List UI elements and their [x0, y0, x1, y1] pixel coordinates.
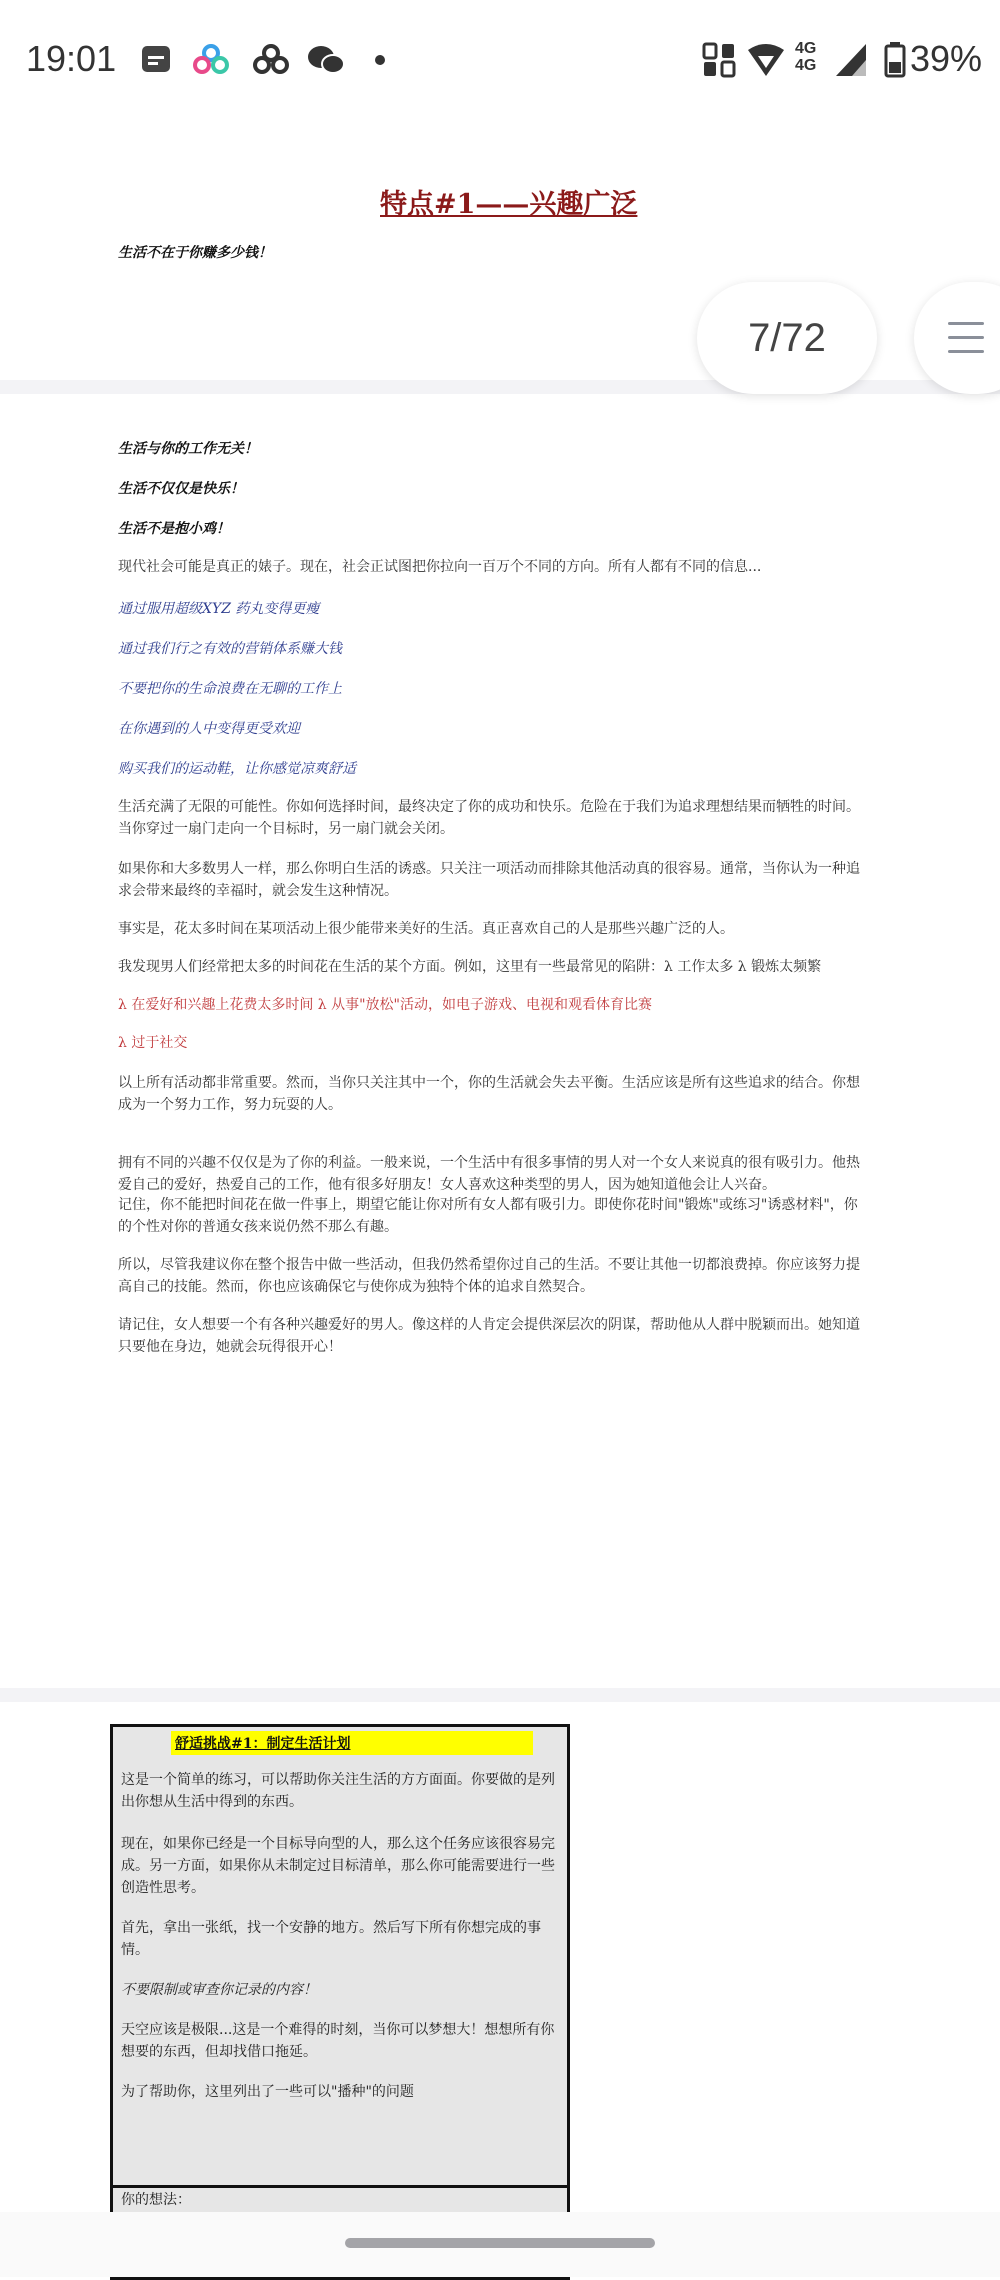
nfc-icon — [702, 42, 736, 78]
page-subtitle: 生活不在于你赚多少钱！ — [118, 245, 272, 261]
battery-icon — [884, 42, 906, 78]
pitfall-line-1: λ 在爱好和兴趣上花费太多时间 λ 从事"放松"活动，如电子游戏、电视和观看体育比赛 — [118, 997, 652, 1013]
challenge-text-5: 天空应该是极限...这是一个难得的时刻，当你可以梦想大！想想所有你想要的东西，但却找借口拖延。 — [121, 2022, 555, 2060]
battery-percentage: 39% — [910, 38, 983, 79]
challenge-text-4: 不要限制或审查你记录的内容！ — [121, 1982, 317, 1998]
paragraph-9: 请记住，女人想要一个有各种兴趣爱好的男人。像这样的人肯定会提供深层次的阴谋，帮助他从人群中脱颖而出。她知道只要他在身边，她就会玩得很开心！ — [118, 1317, 860, 1355]
page-separator-2 — [0, 1688, 1000, 1702]
paragraph-6: 拥有不同的兴趣不仅仅是为了你的利益。一般来说，一个生活中有很多事情的男人对一个女人来说真的很有吸引力。他热爱自己的爱好，热爱自己的工作，他有很多好朋友！女人喜欢这种类型的男人，因为她知道他会让人兴奋。 — [118, 1155, 860, 1193]
menu-icon-bar-2 — [948, 336, 984, 339]
challenge-text-6: 为了帮助你，这里列出了一些可以"播种"的问题 — [121, 2084, 414, 2100]
page-title — [380, 182, 637, 221]
paragraph-5: 以上所有活动都非常重要。然而，当你只关注其中一个，你的生活就会失去平衡。生活应该是所有这些追求的结合。你想成为一个努力工作，努力玩耍的人。 — [118, 1075, 860, 1113]
page-counter-button[interactable]: 7/72 — [697, 282, 877, 394]
italic-line-5: 购买我们的运动鞋，让你感觉凉爽舒适 — [118, 761, 356, 777]
paragraph-2: 如果你和大多数男人一样，那么你明白生活的诱惑。只关注一项活动而排除其他活动真的很容易。通常，当你认为一种追求会带来最终的幸福时，就会发生这种情况。 — [118, 861, 860, 899]
italic-line-1: 通过服用超级XYZ 药丸变得更瘦 — [118, 601, 320, 617]
cloud-app-icon — [192, 44, 230, 74]
wechat-icon — [306, 44, 346, 76]
challenge-text-2: 现在，如果你已经是一个目标导向型的人，那么这个任务应该很容易完成。另一方面，如果你从未制定过目标清单，那么你可能需要进行一些创造性思考。 — [121, 1836, 555, 1896]
intro-paragraph: 现代社会可能是真正的婊子。现在，社会正试图把你拉向一百万个不同的方向。所有人都有不同的信息... — [118, 559, 762, 575]
paragraph-4: 我发现男人们经常把太多的时间花在生活的某个方面。例如，这里有一些最常见的陷阱：λ 工作太多 λ 锻炼太频繁 — [118, 959, 822, 975]
italic-line-4: 在你遇到的人中变得更受欢迎 — [118, 721, 300, 737]
challenge-text-1: 这是一个简单的练习，可以帮助你关注生活的方方面面。你要做的是列出你想从生活中得到的东西。 — [121, 1772, 555, 1810]
paragraph-8: 所以，尽管我建议你在整个报告中做一些活动，但我仍然希望你过自己的生活。不要让其他一切都浪费掉。你应该努力提高自己的技能。然而，你也应该确保它与使你成为独特个体的追求自然契合。 — [118, 1257, 860, 1295]
bold-line-1: 生活与你的工作无关！ — [118, 441, 258, 457]
bold-line-2: 生活不仅仅是快乐！ — [118, 481, 244, 497]
thoughts-label: 你的想法： — [121, 2192, 191, 2208]
gesture-nav-handle[interactable] — [345, 2238, 655, 2248]
challenge-divider — [113, 2185, 567, 2188]
challenge-text-3: 首先，拿出一张纸，找一个安静的地方。然后写下所有你想完成的事情。 — [121, 1920, 541, 1958]
status-time: 19:01 — [26, 38, 117, 79]
challenge-title: 舒适挑战#1：制定生活计划 — [175, 1736, 351, 1752]
network-type — [795, 40, 816, 74]
italic-line-3: 不要把你的生命浪费在无聊的工作上 — [118, 681, 342, 697]
notification-dot-icon — [374, 54, 386, 66]
signal-icon — [834, 42, 868, 78]
menu-icon-bar-1 — [948, 322, 984, 325]
paragraph-1: 生活充满了无限的可能性。你如何选择时间，最终决定了你的成功和快乐。危险在于我们为追求理想结果而牺牲的时间。当你穿过一扇门走向一个目标时，另一扇门就会关闭。 — [118, 799, 860, 837]
network-type-1: 4G — [795, 40, 817, 57]
challenge-box — [110, 1724, 570, 2280]
paragraph-7: 记住，你不能把时间花在做一件事上，期望它能让你对所有女人都有吸引力。即使你花时间"锻炼"或练习"诱惑材料"，你的个性对你的普通女孩来说仍然不那么有趣。 — [118, 1197, 858, 1235]
network-type-2: 4G — [795, 57, 817, 74]
menu-icon-bar-3 — [948, 350, 984, 353]
page-title-text: 特点#1——兴趣广泛 — [380, 189, 638, 220]
italic-line-2: 通过我们行之有效的营销体系赚大钱 — [118, 641, 342, 657]
paragraph-3: 事实是，花太多时间在某项活动上很少能带来美好的生活。真正喜欢自己的人是那些兴趣广泛的人。 — [118, 921, 734, 937]
pitfall-line-2: λ 过于社交 — [118, 1035, 188, 1051]
link-app-icon — [252, 44, 290, 74]
bold-line-3: 生活不是抱小鸡！ — [118, 521, 230, 537]
status-bar — [0, 0, 1000, 120]
wifi-icon — [746, 42, 786, 78]
message-app-icon — [140, 44, 172, 74]
